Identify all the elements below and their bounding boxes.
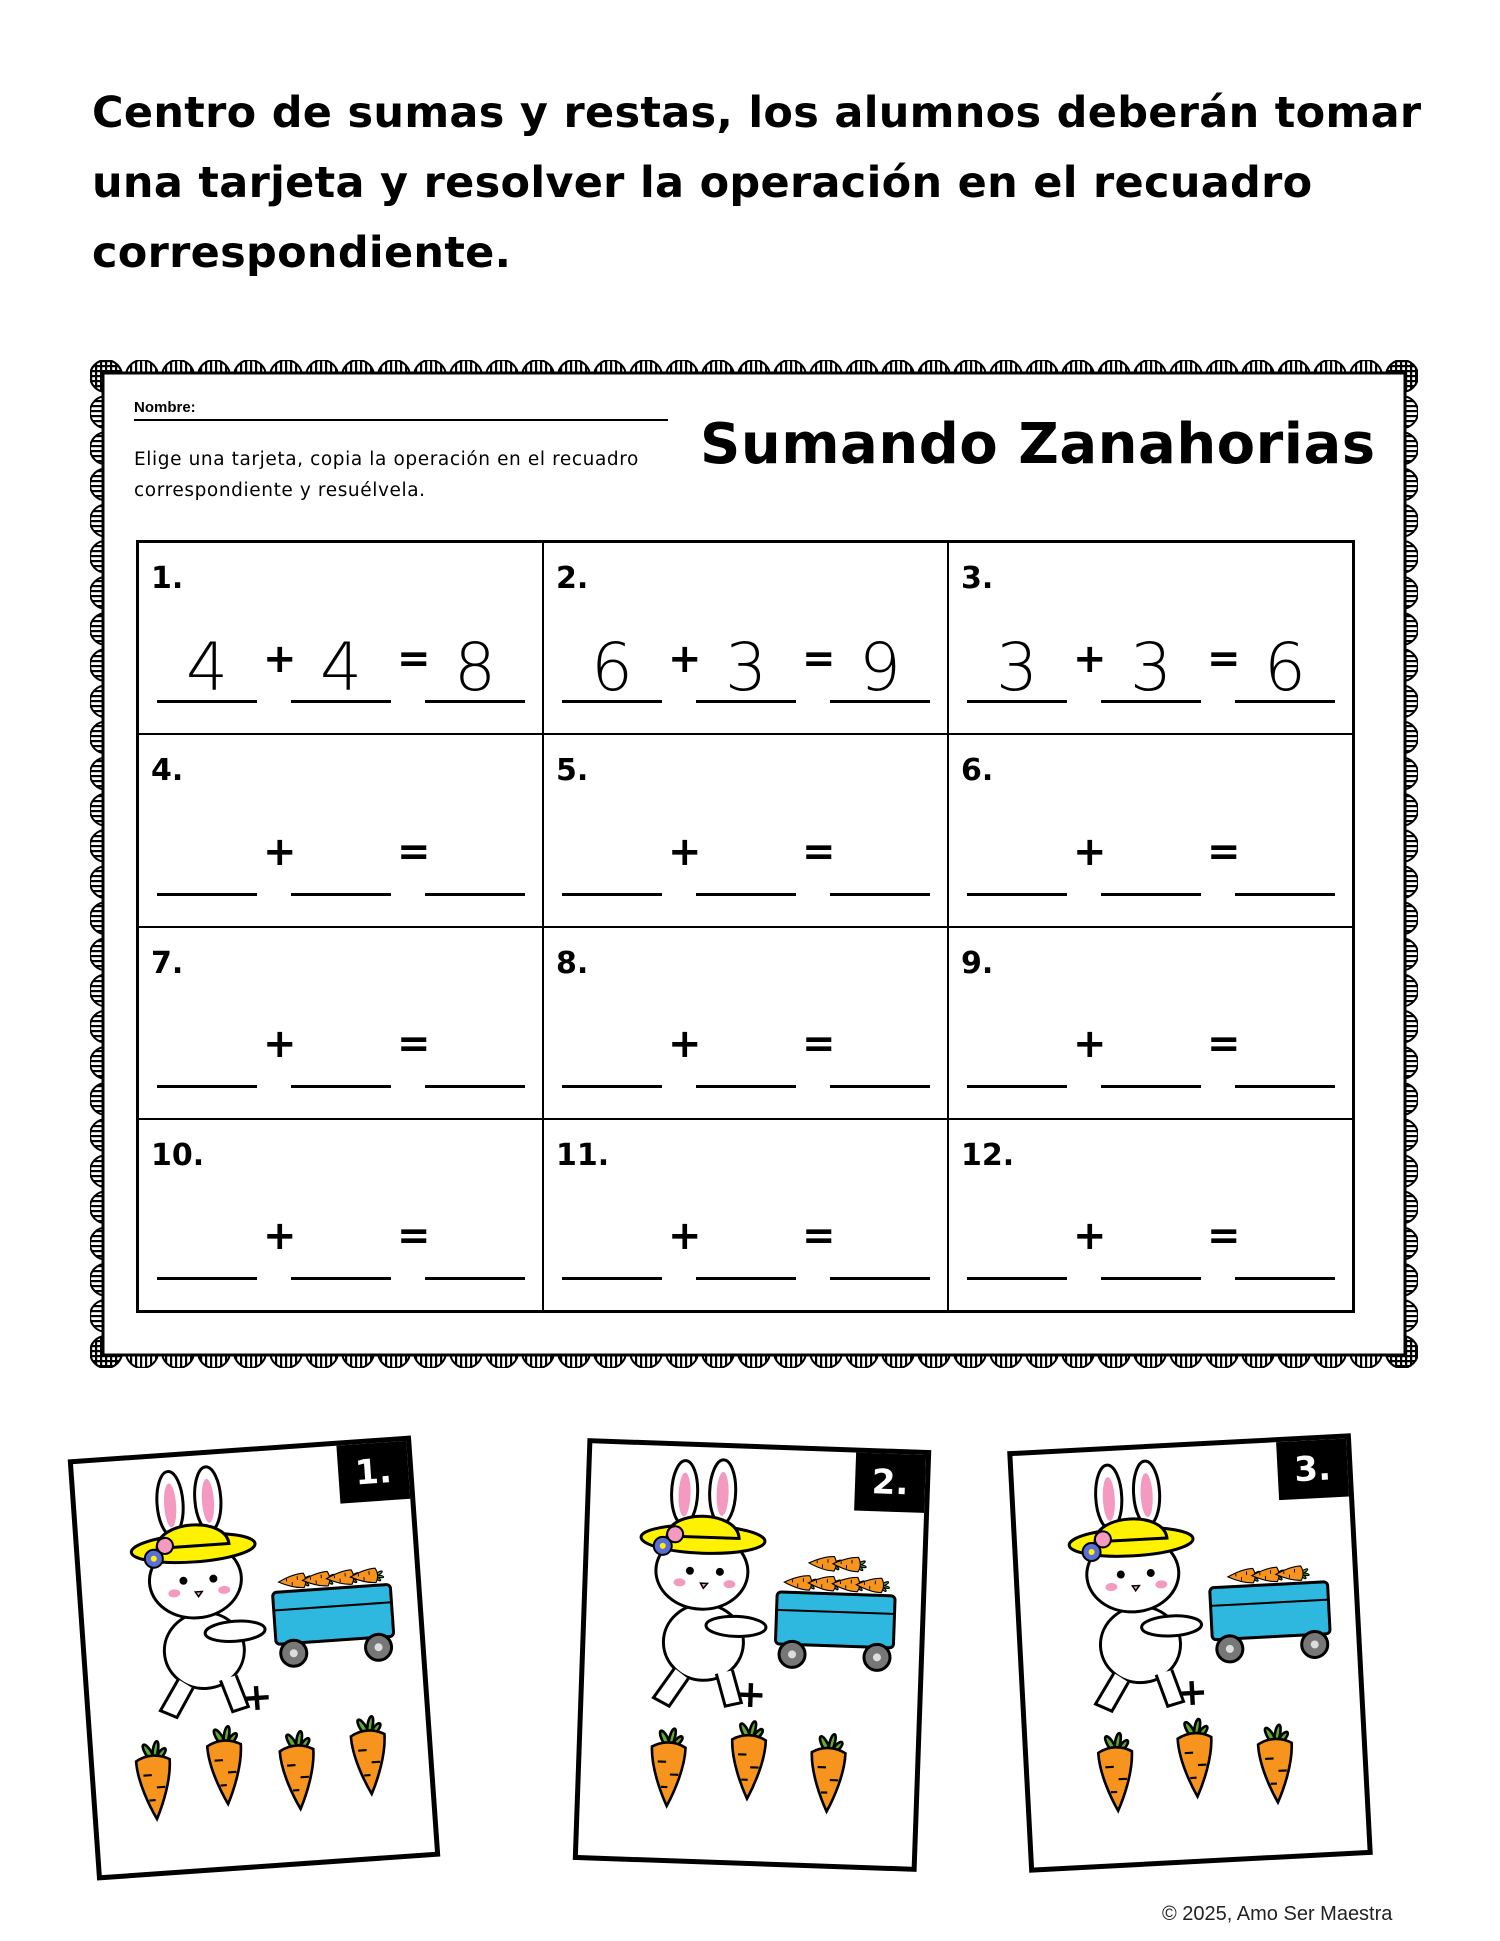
plus-sign: + xyxy=(263,1213,297,1259)
answer-grid xyxy=(136,540,1355,1313)
problem-cell xyxy=(138,734,543,926)
worksheet-instructions: Elige una tarjeta, copia la operación en el recuadro correspondiente y resuélvela. xyxy=(134,449,639,501)
worksheet-sheet xyxy=(90,360,1418,1368)
equals-sign: = xyxy=(1207,828,1241,875)
addend-1-blank[interactable] xyxy=(967,829,1067,896)
equals-sign: = xyxy=(802,828,836,875)
problem-number: 9. xyxy=(961,945,994,981)
wagon-icon xyxy=(775,1592,896,1671)
problem-number: 5. xyxy=(556,753,589,789)
problem-number: 8. xyxy=(556,945,589,981)
card-number: 1. xyxy=(336,1441,410,1504)
plus-sign: + xyxy=(668,636,702,683)
addend-2-blank[interactable] xyxy=(1101,1021,1201,1088)
plus-sign: + xyxy=(668,1213,702,1259)
name-field[interactable] xyxy=(134,397,668,421)
addend-1-blank[interactable] xyxy=(562,829,662,896)
problem-cell xyxy=(948,734,1353,926)
addend-1-blank[interactable]: 3 xyxy=(967,636,1067,703)
card-number: 3. xyxy=(1276,1439,1349,1501)
addend-2-blank[interactable] xyxy=(291,1021,391,1088)
addend-2-blank[interactable] xyxy=(696,1213,796,1280)
card-illustration xyxy=(1012,1439,1367,1868)
problem-number: 7. xyxy=(151,945,184,981)
equals-sign: = xyxy=(397,828,431,875)
problem-number: 3. xyxy=(961,561,994,596)
equals-sign: = xyxy=(397,1020,431,1067)
problem-cell xyxy=(138,542,543,734)
sum-blank[interactable] xyxy=(830,1021,930,1088)
plus-sign: + xyxy=(1073,828,1107,875)
addend-1-blank[interactable] xyxy=(967,1213,1067,1280)
name-label: Nombre: xyxy=(134,399,196,416)
sum-blank[interactable] xyxy=(425,1021,525,1088)
addend-1-blank[interactable] xyxy=(562,1213,662,1280)
problem-number: 11. xyxy=(556,1137,610,1173)
plus-sign: + xyxy=(263,828,297,875)
plus-sign: + xyxy=(668,1020,702,1067)
carrot-icon xyxy=(278,1730,317,1810)
carrot-icon xyxy=(810,1734,846,1813)
task-card-1 xyxy=(68,1436,441,1881)
problem-cell xyxy=(948,542,1353,734)
plus-sign: + xyxy=(1073,1020,1107,1067)
sum-blank[interactable] xyxy=(830,1213,930,1280)
intro-text: Centro de sumas y restas, los alumnos deberán tomar una tarjeta y resolver la operación en el recuadro correspondiente. xyxy=(92,88,1422,278)
addend-1-blank[interactable] xyxy=(967,1021,1067,1088)
addend-2-blank[interactable] xyxy=(696,829,796,896)
sum-blank[interactable]: 8 xyxy=(425,636,525,703)
copyright: © 2025, Amo Ser Maestra xyxy=(1162,1903,1393,1925)
task-card-2 xyxy=(573,1438,932,1872)
problem-cell xyxy=(543,734,948,926)
card-plus-sign: + xyxy=(239,1673,275,1720)
plus-sign: + xyxy=(263,636,297,683)
equals-sign: = xyxy=(802,1020,836,1067)
addend-1-blank[interactable] xyxy=(157,1213,257,1280)
card-number: 2. xyxy=(854,1453,926,1513)
problem-number: 6. xyxy=(961,753,994,789)
addend-2-blank[interactable] xyxy=(1101,829,1201,896)
sum-blank[interactable] xyxy=(1235,829,1335,896)
problem-number: 4. xyxy=(151,753,184,789)
sum-blank[interactable]: 6 xyxy=(1235,636,1335,703)
wagon-icon xyxy=(272,1584,395,1667)
problem-cell xyxy=(948,1119,1353,1311)
problem-cell xyxy=(543,1119,948,1311)
sum-blank[interactable] xyxy=(1235,1213,1335,1280)
carrot-icon xyxy=(135,1741,174,1821)
addend-1-blank[interactable] xyxy=(157,1021,257,1088)
plus-sign: + xyxy=(1073,1213,1107,1259)
carrot-icon xyxy=(650,1728,686,1807)
equals-sign: = xyxy=(1207,1213,1241,1259)
equals-sign: = xyxy=(397,1213,431,1259)
card-illustration xyxy=(73,1441,435,1875)
plus-sign: + xyxy=(263,1020,297,1067)
equals-sign: = xyxy=(397,636,431,683)
addend-2-blank[interactable]: 3 xyxy=(696,636,796,703)
sum-blank[interactable] xyxy=(830,829,930,896)
carrot-icon xyxy=(1177,1718,1215,1797)
addend-1-blank[interactable]: 4 xyxy=(157,636,257,703)
carrot-icon xyxy=(1257,1724,1295,1803)
problem-number: 1. xyxy=(151,561,184,596)
addend-2-blank[interactable] xyxy=(291,829,391,896)
problem-cell xyxy=(138,1119,543,1311)
carrot-icon xyxy=(1097,1733,1135,1812)
worksheet-preview xyxy=(90,360,1418,1368)
equals-sign: = xyxy=(1207,1020,1241,1067)
addend-1-blank[interactable] xyxy=(157,829,257,896)
addend-2-blank[interactable] xyxy=(291,1213,391,1280)
equals-sign: = xyxy=(802,636,836,683)
sum-blank[interactable]: 9 xyxy=(830,636,930,703)
problem-cell xyxy=(543,927,948,1119)
plus-sign: + xyxy=(668,828,702,875)
carrot-icon xyxy=(730,1721,766,1800)
problem-cell xyxy=(948,927,1353,1119)
task-card-3 xyxy=(1007,1433,1373,1872)
carrot-icon xyxy=(350,1715,389,1795)
wagon-icon xyxy=(1210,1582,1332,1663)
sum-blank[interactable] xyxy=(1235,1021,1335,1088)
addend-2-blank[interactable] xyxy=(696,1021,796,1088)
addend-2-blank[interactable]: 3 xyxy=(1101,636,1201,703)
addend-1-blank[interactable]: 6 xyxy=(562,636,662,703)
card-plus-sign: + xyxy=(1174,1669,1210,1715)
problem-number: 2. xyxy=(556,561,589,596)
problem-cell xyxy=(543,542,948,734)
equals-sign: = xyxy=(1207,636,1241,683)
sum-blank[interactable] xyxy=(425,829,525,896)
problem-cell xyxy=(138,927,543,1119)
sum-blank[interactable] xyxy=(425,1213,525,1280)
carrot-icon xyxy=(206,1726,245,1806)
plus-sign: + xyxy=(1073,636,1107,683)
addend-2-blank[interactable]: 4 xyxy=(291,636,391,703)
addend-1-blank[interactable] xyxy=(562,1021,662,1088)
problem-number: 10. xyxy=(151,1137,205,1173)
problem-number: 12. xyxy=(961,1137,1015,1173)
worksheet-title: Sumando Zanahorias xyxy=(700,412,1376,477)
card-plus-sign: + xyxy=(733,1671,768,1717)
addend-2-blank[interactable] xyxy=(1101,1213,1201,1280)
equals-sign: = xyxy=(802,1213,836,1259)
